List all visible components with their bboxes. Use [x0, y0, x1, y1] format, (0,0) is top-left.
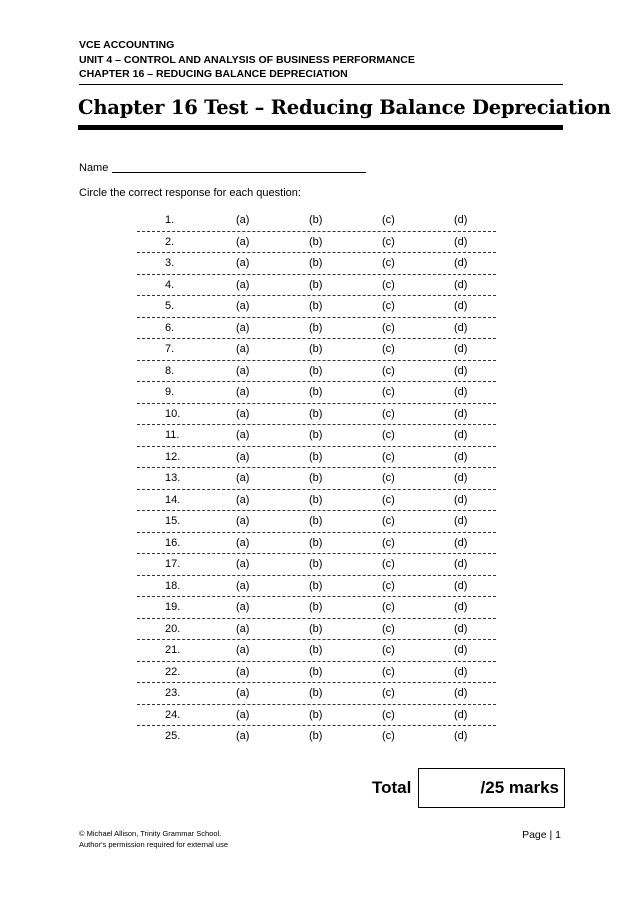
option-c[interactable]: (c): [382, 730, 395, 742]
option-c[interactable]: (c): [382, 644, 395, 656]
question-row: [137, 361, 496, 383]
option-b[interactable]: (b): [309, 730, 323, 742]
answer-grid: [137, 210, 496, 747]
option-d[interactable]: (d): [454, 386, 468, 398]
option-d[interactable]: (d): [454, 665, 468, 678]
question-row: [137, 468, 496, 490]
question-row: [137, 253, 496, 275]
option-b[interactable]: (b): [309, 708, 323, 721]
option-c[interactable]: (c): [382, 472, 395, 484]
option-a[interactable]: (a): [236, 558, 250, 570]
question-number: 11.: [165, 429, 180, 441]
option-c[interactable]: (c): [382, 407, 395, 420]
option-c[interactable]: (c): [382, 214, 395, 226]
option-d[interactable]: (d): [454, 687, 468, 699]
question-row: [137, 339, 496, 361]
question-number: 7.: [165, 343, 175, 355]
option-c[interactable]: (c): [382, 493, 395, 506]
option-b[interactable]: (b): [309, 364, 323, 377]
option-d[interactable]: (d): [454, 214, 468, 226]
option-a[interactable]: (a): [236, 579, 250, 592]
option-b[interactable]: (b): [309, 429, 323, 441]
name-label: Name: [79, 162, 109, 174]
option-c[interactable]: (c): [382, 450, 395, 463]
question-row: [137, 533, 496, 555]
option-d[interactable]: (d): [454, 515, 468, 527]
option-c[interactable]: (c): [382, 601, 395, 613]
option-c[interactable]: (c): [382, 536, 395, 549]
option-d[interactable]: (d): [454, 493, 468, 506]
question-row: [137, 511, 496, 533]
question-number: 22.: [165, 665, 181, 678]
question-row: [137, 705, 496, 727]
question-number: 12.: [165, 450, 181, 463]
option-c[interactable]: (c): [382, 321, 395, 334]
option-a[interactable]: (a): [236, 300, 250, 312]
question-number: 21.: [165, 644, 181, 656]
question-number: 6.: [165, 321, 175, 334]
question-number: 8.: [165, 364, 175, 377]
option-a[interactable]: (a): [236, 687, 250, 699]
option-c[interactable]: (c): [382, 343, 395, 355]
option-c[interactable]: (c): [382, 235, 395, 248]
option-c[interactable]: (c): [382, 579, 395, 592]
option-b[interactable]: (b): [309, 558, 323, 570]
option-c[interactable]: (c): [382, 665, 395, 678]
instructions: Circle the correct response for each question:: [79, 187, 301, 199]
question-row: [137, 382, 496, 404]
option-b[interactable]: (b): [309, 321, 323, 334]
option-c[interactable]: (c): [382, 300, 395, 312]
question-number: 16.: [165, 536, 181, 549]
question-number: 14.: [165, 493, 181, 506]
option-b[interactable]: (b): [309, 601, 323, 613]
question-row: [137, 662, 496, 684]
question-row: [137, 232, 496, 254]
document-header: [79, 38, 563, 85]
option-b[interactable]: (b): [309, 235, 323, 248]
question-row: [137, 640, 496, 662]
question-row: [137, 576, 496, 598]
option-a[interactable]: (a): [236, 321, 250, 334]
question-row: [137, 619, 496, 641]
option-b[interactable]: (b): [309, 665, 323, 678]
option-a[interactable]: (a): [236, 601, 250, 613]
option-d[interactable]: (d): [454, 579, 468, 592]
option-d[interactable]: (d): [454, 558, 468, 570]
option-c[interactable]: (c): [382, 386, 395, 398]
page-number: Page | 1: [522, 829, 561, 841]
question-number: 17.: [165, 558, 181, 570]
question-number: 4.: [165, 278, 175, 291]
option-a[interactable]: (a): [236, 708, 250, 721]
option-b[interactable]: (b): [309, 257, 323, 269]
option-c[interactable]: (c): [382, 687, 395, 699]
option-b[interactable]: (b): [309, 343, 323, 355]
option-c[interactable]: (c): [382, 364, 395, 377]
option-a[interactable]: (a): [236, 386, 250, 398]
question-number: 23.: [165, 687, 181, 699]
option-b[interactable]: (b): [309, 386, 323, 398]
option-b[interactable]: (b): [309, 278, 323, 291]
option-c[interactable]: (c): [382, 429, 395, 441]
question-row: [137, 425, 496, 447]
name-field[interactable]: [112, 160, 366, 173]
question-row: [137, 210, 496, 232]
question-number: 9.: [165, 386, 175, 398]
option-a[interactable]: (a): [236, 450, 250, 463]
question-row: [137, 318, 496, 340]
footer-copyright: © Michael Allison, Trinity Grammar School.: [79, 829, 222, 838]
option-a[interactable]: (a): [236, 257, 250, 269]
option-a[interactable]: (a): [236, 429, 250, 441]
option-a[interactable]: (a): [236, 364, 250, 377]
header-subject: VCE ACCOUNTING: [79, 39, 175, 51]
option-b[interactable]: (b): [309, 300, 323, 312]
option-a[interactable]: (a): [236, 235, 250, 248]
question-row: [137, 683, 496, 705]
question-row: [137, 554, 496, 576]
question-row: [137, 490, 496, 512]
option-a[interactable]: (a): [236, 515, 250, 527]
question-number: 19.: [165, 601, 181, 613]
question-number: 3.: [165, 257, 175, 269]
option-a[interactable]: (a): [236, 407, 250, 420]
question-number: 18.: [165, 579, 181, 592]
option-a[interactable]: (a): [236, 214, 250, 226]
header-chapter: CHAPTER 16 – REDUCING BALANCE DEPRECIATION: [79, 68, 348, 80]
option-b[interactable]: (b): [309, 493, 323, 506]
total-label: Total: [372, 778, 412, 797]
option-a[interactable]: (a): [236, 665, 250, 678]
option-d[interactable]: (d): [454, 257, 468, 269]
page-title: Chapter 16 Test – Reducing Balance Depreciation: [78, 96, 611, 119]
option-a[interactable]: (a): [236, 343, 250, 355]
option-d[interactable]: (d): [454, 644, 468, 656]
option-d[interactable]: (d): [454, 235, 468, 248]
question-row: [137, 275, 496, 297]
option-d[interactable]: (d): [454, 730, 468, 742]
question-row: [137, 726, 496, 747]
option-d[interactable]: (d): [454, 450, 468, 463]
option-b[interactable]: (b): [309, 407, 323, 420]
option-c[interactable]: (c): [382, 515, 395, 527]
option-d[interactable]: (d): [454, 536, 468, 549]
option-a[interactable]: (a): [236, 278, 250, 291]
question-number: 1.: [165, 214, 175, 226]
option-b[interactable]: (b): [309, 687, 323, 699]
option-c[interactable]: (c): [382, 558, 395, 570]
option-d[interactable]: (d): [454, 364, 468, 377]
option-b[interactable]: (b): [309, 214, 323, 226]
question-number: 20.: [165, 622, 181, 635]
option-a[interactable]: (a): [236, 472, 250, 484]
option-b[interactable]: (b): [309, 515, 323, 527]
option-b[interactable]: (b): [309, 579, 323, 592]
option-a[interactable]: (a): [236, 622, 250, 635]
question-number: 2.: [165, 235, 175, 248]
footer-credits: [79, 828, 329, 850]
total-box: [418, 768, 565, 808]
option-d[interactable]: (d): [454, 429, 468, 441]
option-a[interactable]: (a): [236, 644, 250, 656]
option-b[interactable]: (b): [309, 644, 323, 656]
option-b[interactable]: (b): [309, 536, 323, 549]
option-d[interactable]: (d): [454, 300, 468, 312]
option-b[interactable]: (b): [309, 472, 323, 484]
question-number: 5.: [165, 300, 175, 312]
option-d[interactable]: (d): [454, 472, 468, 484]
option-c[interactable]: (c): [382, 278, 395, 291]
option-d[interactable]: (d): [454, 622, 468, 635]
option-d[interactable]: (d): [454, 601, 468, 613]
option-d[interactable]: (d): [454, 343, 468, 355]
question-number: 25.: [165, 730, 181, 742]
option-d[interactable]: (d): [454, 407, 468, 420]
option-a[interactable]: (a): [236, 493, 250, 506]
question-row: [137, 404, 496, 426]
option-c[interactable]: (c): [382, 622, 395, 635]
question-number: 15.: [165, 515, 181, 527]
question-row: [137, 447, 496, 469]
footer-permission: Author's permission required for external use: [79, 840, 229, 849]
option-d[interactable]: (d): [454, 321, 468, 334]
option-a[interactable]: (a): [236, 536, 250, 549]
question-row: [137, 597, 496, 619]
total-marks: /25 marks: [480, 778, 559, 797]
question-number: 24.: [165, 708, 181, 721]
option-d[interactable]: (d): [454, 708, 468, 721]
header-unit: UNIT 4 – CONTROL AND ANALYSIS OF BUSINESS PERFORMANCE: [79, 53, 415, 66]
question-number: 13.: [165, 472, 181, 484]
option-c[interactable]: (c): [382, 708, 395, 721]
name-row: [79, 160, 366, 174]
question-row: [137, 296, 496, 318]
title-divider: [78, 125, 563, 130]
question-number: 10.: [165, 407, 181, 420]
option-d[interactable]: (d): [454, 278, 468, 291]
option-b[interactable]: (b): [309, 622, 323, 635]
option-b[interactable]: (b): [309, 450, 323, 463]
option-a[interactable]: (a): [236, 730, 250, 742]
option-c[interactable]: (c): [382, 257, 395, 269]
